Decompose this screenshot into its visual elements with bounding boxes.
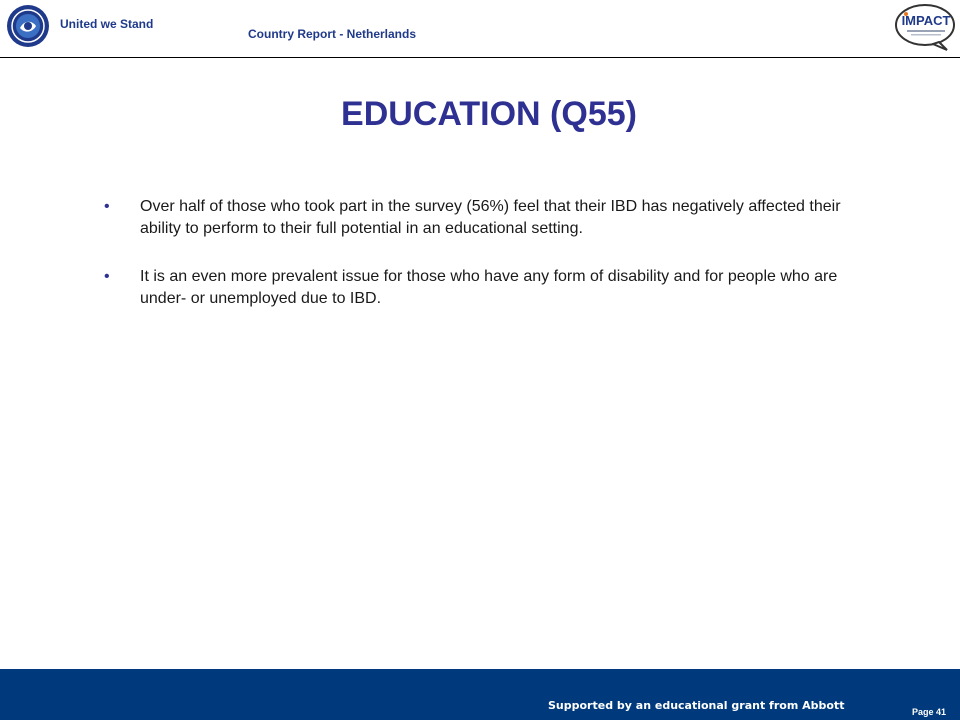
- bullet-item: [100, 266, 860, 310]
- header-divider: [0, 57, 960, 58]
- report-title: Country Report - Netherlands: [248, 27, 417, 41]
- org-name: United we Stand: [60, 17, 154, 31]
- slide-header: [0, 0, 960, 58]
- page-number: Page 41: [912, 707, 947, 717]
- bullet-text: It is an even more prevalent issue for those who have any form of disability and for people who are under- or unemployed due to IBD.: [140, 268, 838, 307]
- slide-title: EDUCATION (Q55): [341, 95, 637, 133]
- footer-bar: [0, 669, 960, 720]
- bullet-text: Over half of those who took part in the survey (56%) feel that their IBD has negatively affected their ability to perform to their full potential in an educational setting.: [140, 198, 841, 237]
- impact-logo-text: IMPACT: [901, 13, 951, 28]
- bullet-marker: •: [104, 268, 110, 285]
- bullet-list: [100, 196, 860, 336]
- sponsor-note: Supported by an educational grant from Abbott: [548, 699, 845, 712]
- bullet-marker: •: [104, 198, 110, 215]
- impact-logo-icon: [893, 2, 957, 52]
- efcca-logo-icon: [6, 4, 50, 48]
- bullet-item: [100, 196, 860, 240]
